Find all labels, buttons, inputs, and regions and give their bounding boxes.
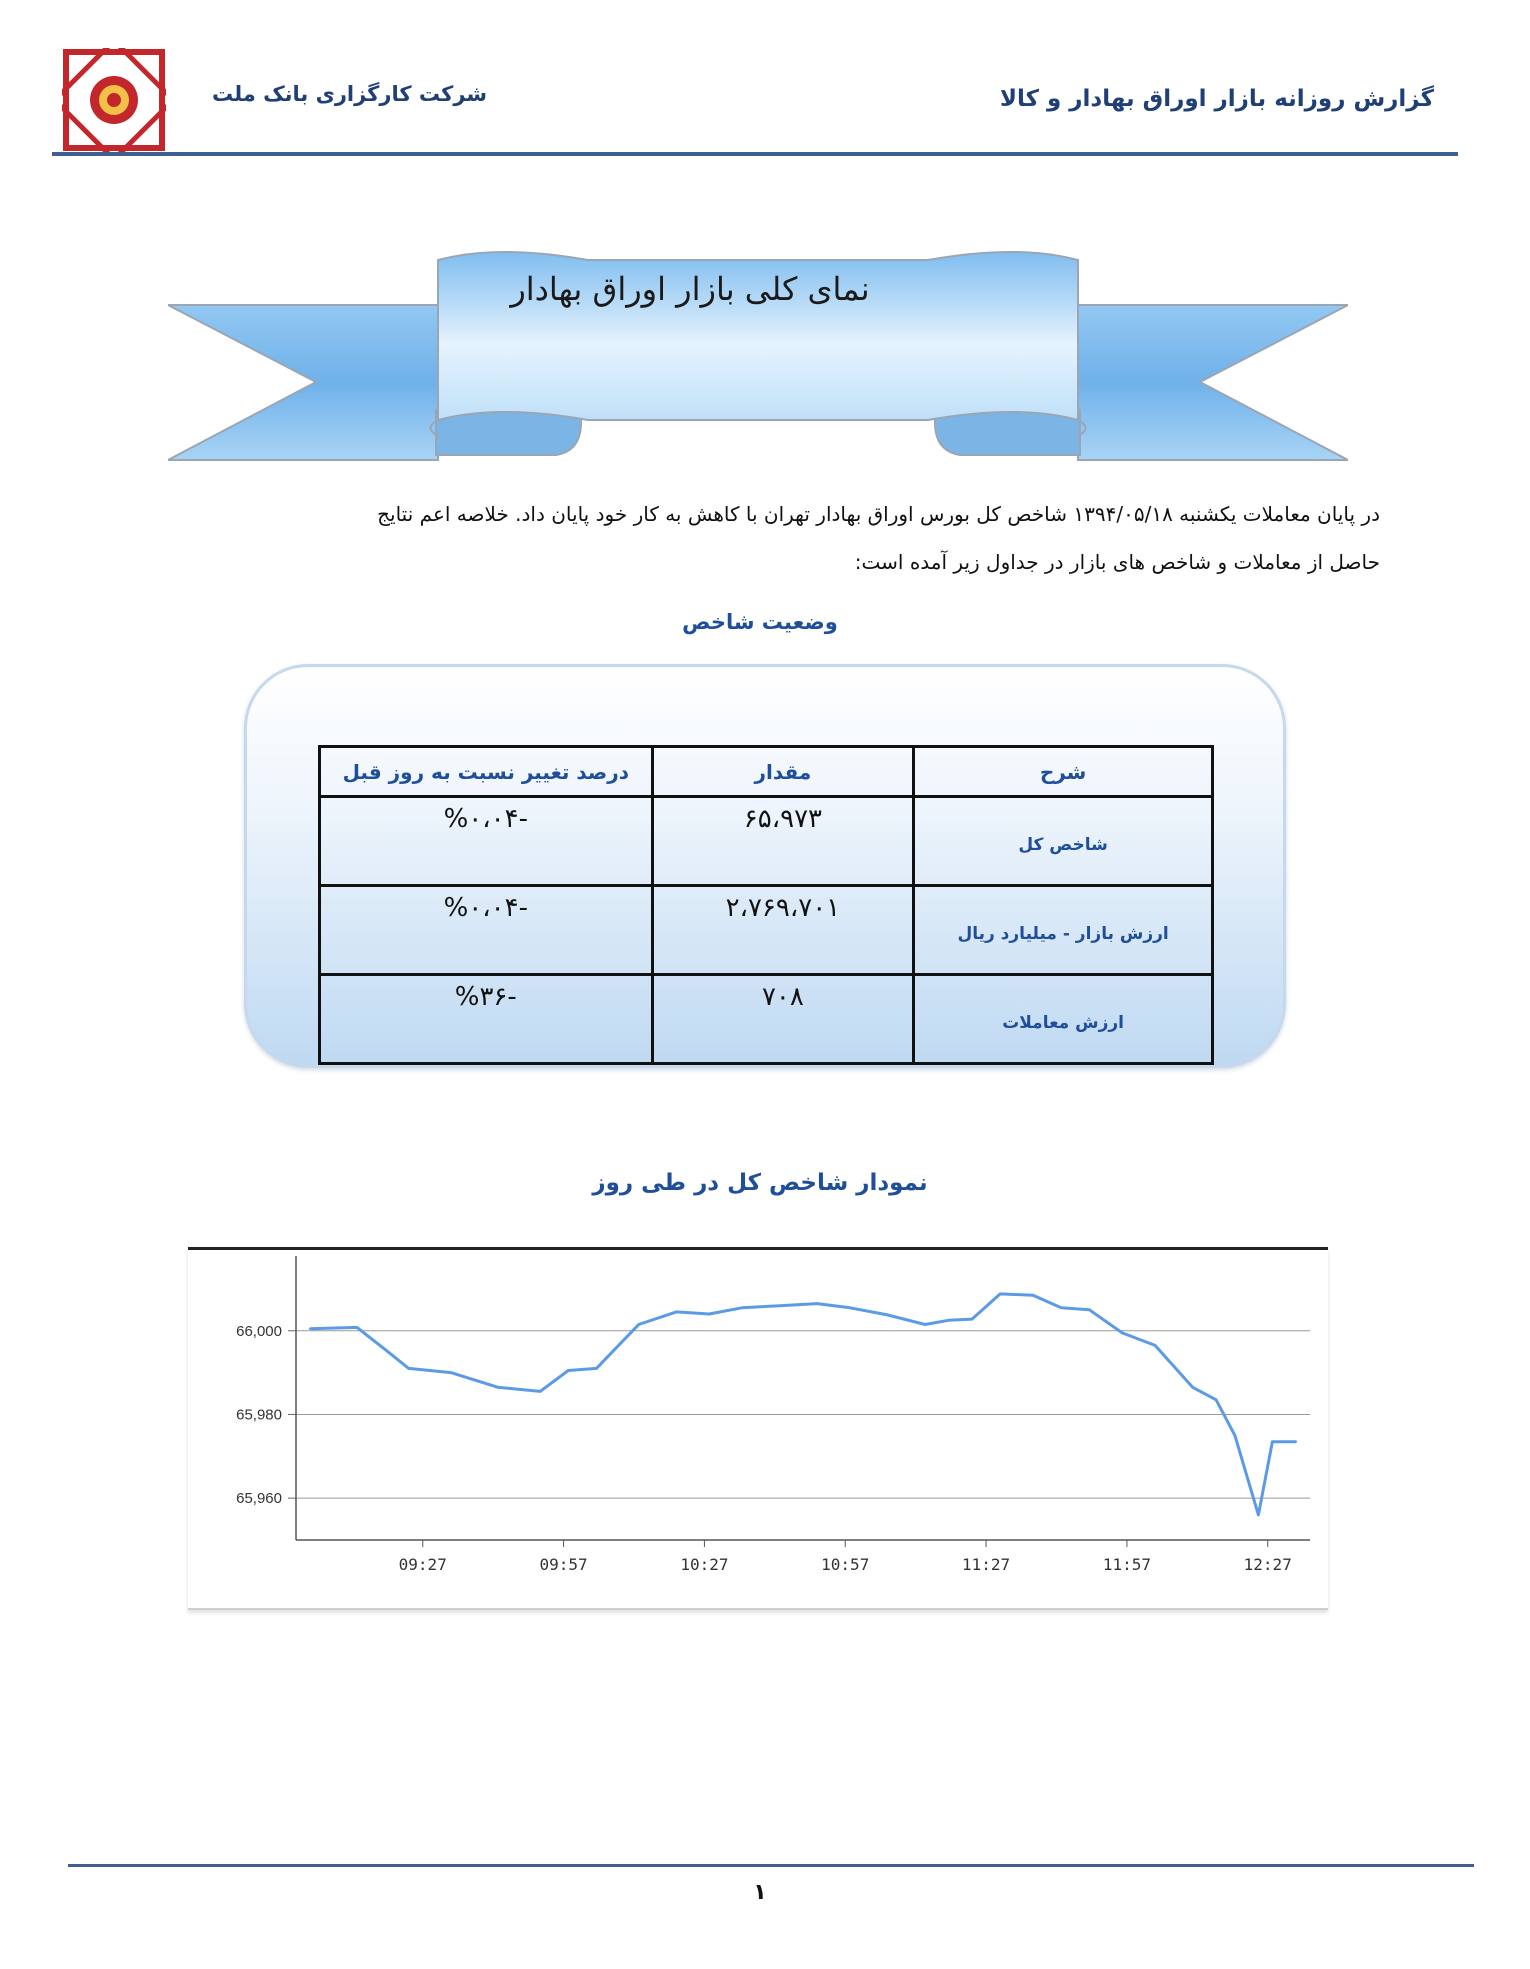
data-point (778, 1304, 780, 1306)
header-amount: مقدار (652, 747, 914, 797)
data-point (356, 1326, 358, 1328)
data-point (708, 1313, 710, 1315)
data-point (637, 1323, 639, 1325)
row-change: -%۰،۰۴ (320, 886, 653, 975)
data-point (886, 1314, 888, 1316)
data-point (1032, 1294, 1034, 1296)
data-point (407, 1367, 409, 1369)
table-row (320, 797, 1213, 886)
row-change: -%۰،۰۴ (320, 797, 653, 886)
data-point (384, 1348, 386, 1350)
banner-title: نمای کلی بازار اوراق بهادار (510, 270, 870, 308)
data-point (741, 1307, 743, 1309)
data-point (999, 1293, 1001, 1295)
data-point (1295, 1440, 1297, 1442)
data-point (1191, 1386, 1193, 1388)
bank-mellat-logo (62, 48, 166, 152)
data-point (1154, 1344, 1156, 1346)
data-point (971, 1318, 973, 1320)
row-amount: ۶۵،۹۷۳ (652, 797, 914, 886)
index-status-table (318, 745, 1214, 1065)
data-point (849, 1307, 851, 1309)
data-point (1060, 1307, 1062, 1309)
x-tick-label: 12:27 (1243, 1555, 1292, 1574)
data-point (816, 1302, 818, 1304)
x-tick-label: 09:57 (539, 1555, 588, 1574)
y-tick-label: 65,980 (236, 1406, 282, 1424)
data-point (539, 1390, 541, 1392)
data-point (675, 1311, 677, 1313)
intraday-index-chart (188, 1250, 1328, 1600)
header-change: درصد تغییر نسبت به روز قبل (320, 747, 653, 797)
table-row (320, 886, 1213, 975)
row-label: شاخص کل (914, 797, 1213, 886)
data-point (1257, 1514, 1259, 1516)
data-point (947, 1319, 949, 1321)
data-point (1271, 1440, 1273, 1442)
header-divider (52, 152, 1458, 156)
data-point (595, 1367, 597, 1369)
x-tick-label: 10:57 (821, 1555, 870, 1574)
data-point (1234, 1434, 1236, 1436)
intro-line-1: در پایان معاملات یکشنبه ۱۳۹۴/۰۵/۱۸ شاخص کل بورس اوراق بهادار تهران با کاهش به کار خود پایان داد. خلاصه اعم نتایج (377, 502, 1380, 526)
footer-divider (68, 1864, 1474, 1867)
table-header-row (320, 747, 1213, 797)
row-amount: ۲،۷۶۹،۷۰۱ (652, 886, 914, 975)
y-tick-label: 65,960 (236, 1490, 282, 1508)
data-point (450, 1371, 452, 1373)
data-point (1121, 1332, 1123, 1334)
x-tick-label: 10:27 (680, 1555, 729, 1574)
y-tick-label: 66,000 (236, 1322, 282, 1340)
x-tick-label: 09:27 (398, 1555, 447, 1574)
table-row (320, 975, 1213, 1064)
intro-paragraph (140, 490, 1380, 586)
x-tick-label: 11:57 (1102, 1555, 1152, 1574)
index-series-line (310, 1294, 1296, 1515)
data-point (1215, 1399, 1217, 1401)
row-label: ارزش بازار - میلیارد ریال (914, 886, 1213, 975)
row-amount: ۷۰۸ (652, 975, 914, 1064)
page-number: ۱ (753, 1880, 767, 1905)
x-tick-label: 11:27 (961, 1555, 1011, 1574)
index-status-title: وضعیت شاخص (682, 610, 838, 634)
intro-line-2: حاصل از معاملات و شاخص های بازار در جداول زیر آمده است: (854, 550, 1380, 574)
report-title: گزارش روزانه بازار اوراق بهادار و کالا (999, 86, 1434, 112)
data-point (924, 1323, 926, 1325)
data-point (1088, 1309, 1090, 1311)
company-name: شرکت کارگزاری بانک ملت (212, 82, 488, 106)
header-label: شرح (914, 747, 1213, 797)
data-point (567, 1369, 569, 1371)
data-point (309, 1327, 311, 1329)
row-label: ارزش معاملات (914, 975, 1213, 1064)
data-point (497, 1386, 499, 1388)
chart-section-title: نمودار شاخص کل در طی روز (592, 1170, 928, 1196)
row-change: -%۳۶ (320, 975, 653, 1064)
